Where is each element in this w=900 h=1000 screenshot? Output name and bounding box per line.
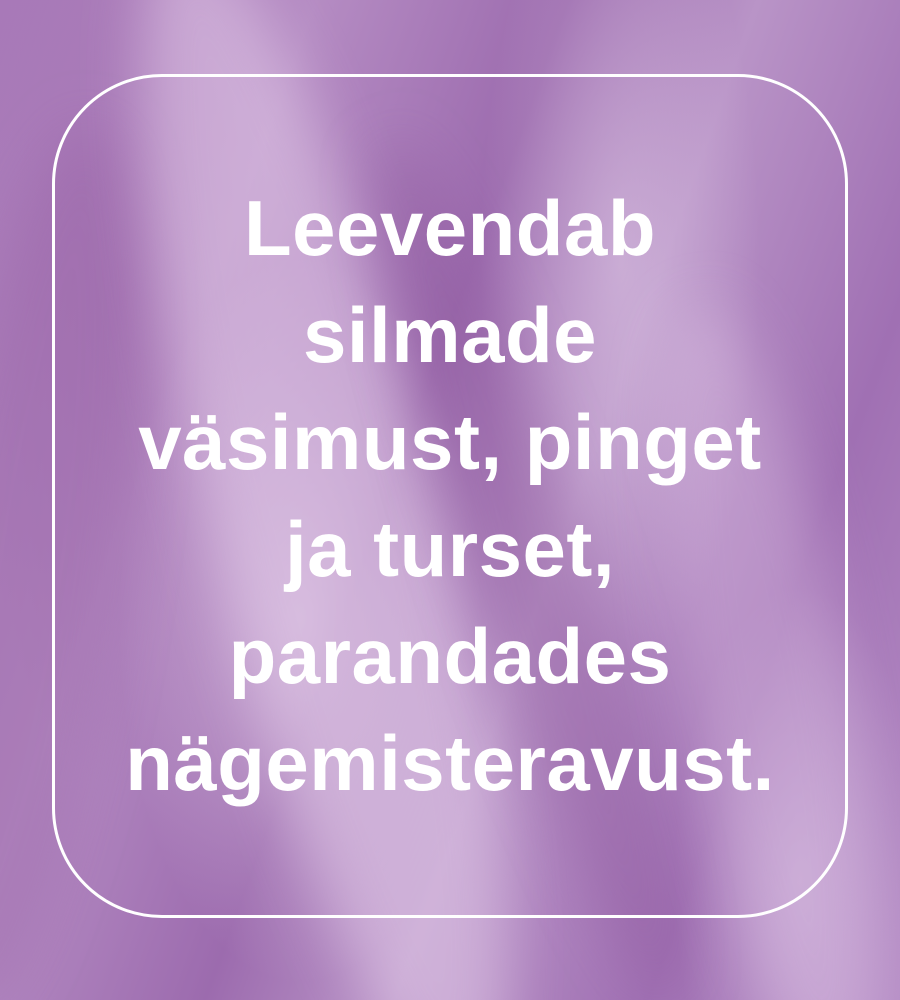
benefit-message [125,175,775,817]
rounded-text-frame [52,74,848,918]
message-line: parandades [228,612,672,700]
message-line: ja turset, [284,505,616,593]
message-line: Leevendab [244,184,656,272]
message-line: silmade [303,291,597,379]
message-line: nägemisteravust. [125,719,775,807]
message-line: väsimust, pinget [138,398,762,486]
